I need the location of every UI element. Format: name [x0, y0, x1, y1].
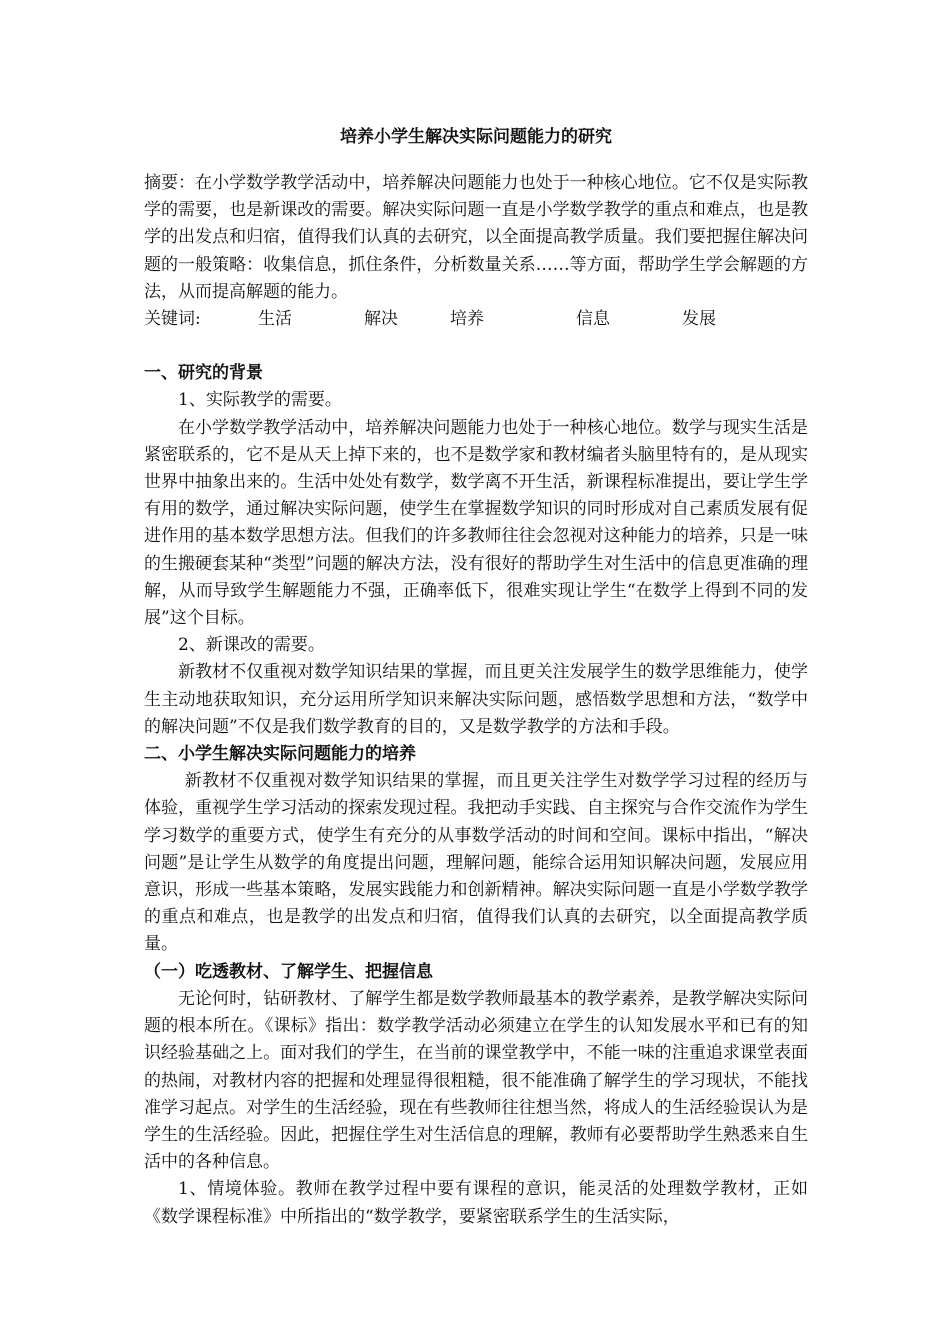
body-paragraph: 1、情境体验。教师在教学过程中要有课程的意识，能灵活的处理数学教材，正如《数学课程标准》中所指出的“数学教学，要紧密联系学生的生活实际，	[144, 1179, 808, 1227]
document-page	[144, 120, 808, 1231]
body-paragraph: 新教材不仅重视对数学知识结果的掌握，而且更关注发展学生的数学思维能力，使学生主动地获取知识，充分运用所学知识来解决实际问题，感悟数学思想和方法，“数学中的解决问题”不仅是我们数学教育的目的，又是数学教学的方法和手段。	[144, 662, 808, 737]
body-paragraph: 新教材不仅重视对数学知识结果的掌握，而且更关注学生对数学学习过程的经历与体验，重视学生学习活动的探索发现过程。我把动手实践、自主探究与合作交流作为学生学习数学的重要方式，使学生有充分的从事数学活动的时间和空间。课标中指出，“解决问题”是让学生从数学的角度提出问题，理解问题，能综合运用知识解决问题，发展应用意识，形成一些基本策略，发展实践能力和创新精神。解决实际问题一直是小学数学教学的重点和难点，也是教学的出发点和归宿，值得我们认真的去研究，以全面提高教学质量。	[144, 771, 808, 955]
subsection-title: 1、实际教学的需要。	[178, 390, 342, 411]
keyword-item: 解决	[364, 309, 398, 330]
abstract-paragraph: 摘要：在小学数学教学活动中，培养解决问题能力也处于一种核心地位。它不仅是实际教学的需要，也是新课改的需要。解决实际问题一直是小学数学教学的重点和难点，也是教学的出发点和归宿，值得我们认真的去研究，以全面提高教学质量。我们要把握住解决问题的一般策略：收集信息，抓住条件，分析数量关系……等方面，帮助学生学会解题的方法，从而提高解题的能力。	[144, 173, 808, 302]
blank-line	[144, 333, 808, 360]
section-heading: 二、小学生解决实际问题能力的培养	[144, 744, 416, 765]
keyword-item: 生活	[258, 309, 292, 330]
section-heading: 一、研究的背景	[144, 363, 263, 384]
page-title: 培养小学生解决实际问题能力的研究	[340, 127, 612, 147]
keywords-label: 关键词:	[144, 309, 201, 330]
subsection-heading: （一）吃透教材、了解学生、把握信息	[144, 961, 433, 982]
subsection-title: 2、新课改的需要。	[178, 635, 325, 656]
keyword-item: 信息	[576, 309, 610, 330]
keywords-line	[144, 306, 808, 333]
body-paragraph: 在小学数学教学活动中，培养解决问题能力也处于一种核心地位。数学与现实生活是紧密联系的，它不是从天上掉下来的，也不是数学家和教材编者头脑里特有的，是从现实世界中抽象出来的。生活中处处有数学，数学离不开生活，新课程标准提出，要让学生学有用的数学，通过解决实际问题，使学生在掌握数学知识的同时形成对自己素质发展有促进作用的基本数学思想方法。但我们的许多教师往往会忽视对这种能力的培养，只是一味的生搬硬套某种“类型”问题的解决方法，没有很好的帮助学生对生活中的信息更准确的理解，从而导致学生解题能力不强，正确率低下，很难实现让学生“在数学上得到不同的发展”这个目标。	[144, 417, 808, 629]
keyword-item: 发展	[682, 309, 716, 330]
body-paragraph: 无论何时，钻研教材、了解学生都是数学教师最基本的教学素养，是教学解决实际问题的根本所在。《课标》指出：数学教学活动必须建立在学生的认知发展水平和已有的知识经验基础之上。面对我们的学生，在当前的课堂教学中，不能一味的注重追求课堂表面的热闹，对教材内容的把握和处理显得很粗糙，很不能准确了解学生的学习现状，不能找准学习起点。对学生的生活经验，现在有些教师往往想当然，将成人的生活经验误认为是学生的生活经验。因此，把握住学生对生活信息的理解，教师有必要帮助学生熟悉来自生活中的各种信息。	[144, 988, 808, 1173]
keyword-item: 培养	[450, 309, 484, 330]
